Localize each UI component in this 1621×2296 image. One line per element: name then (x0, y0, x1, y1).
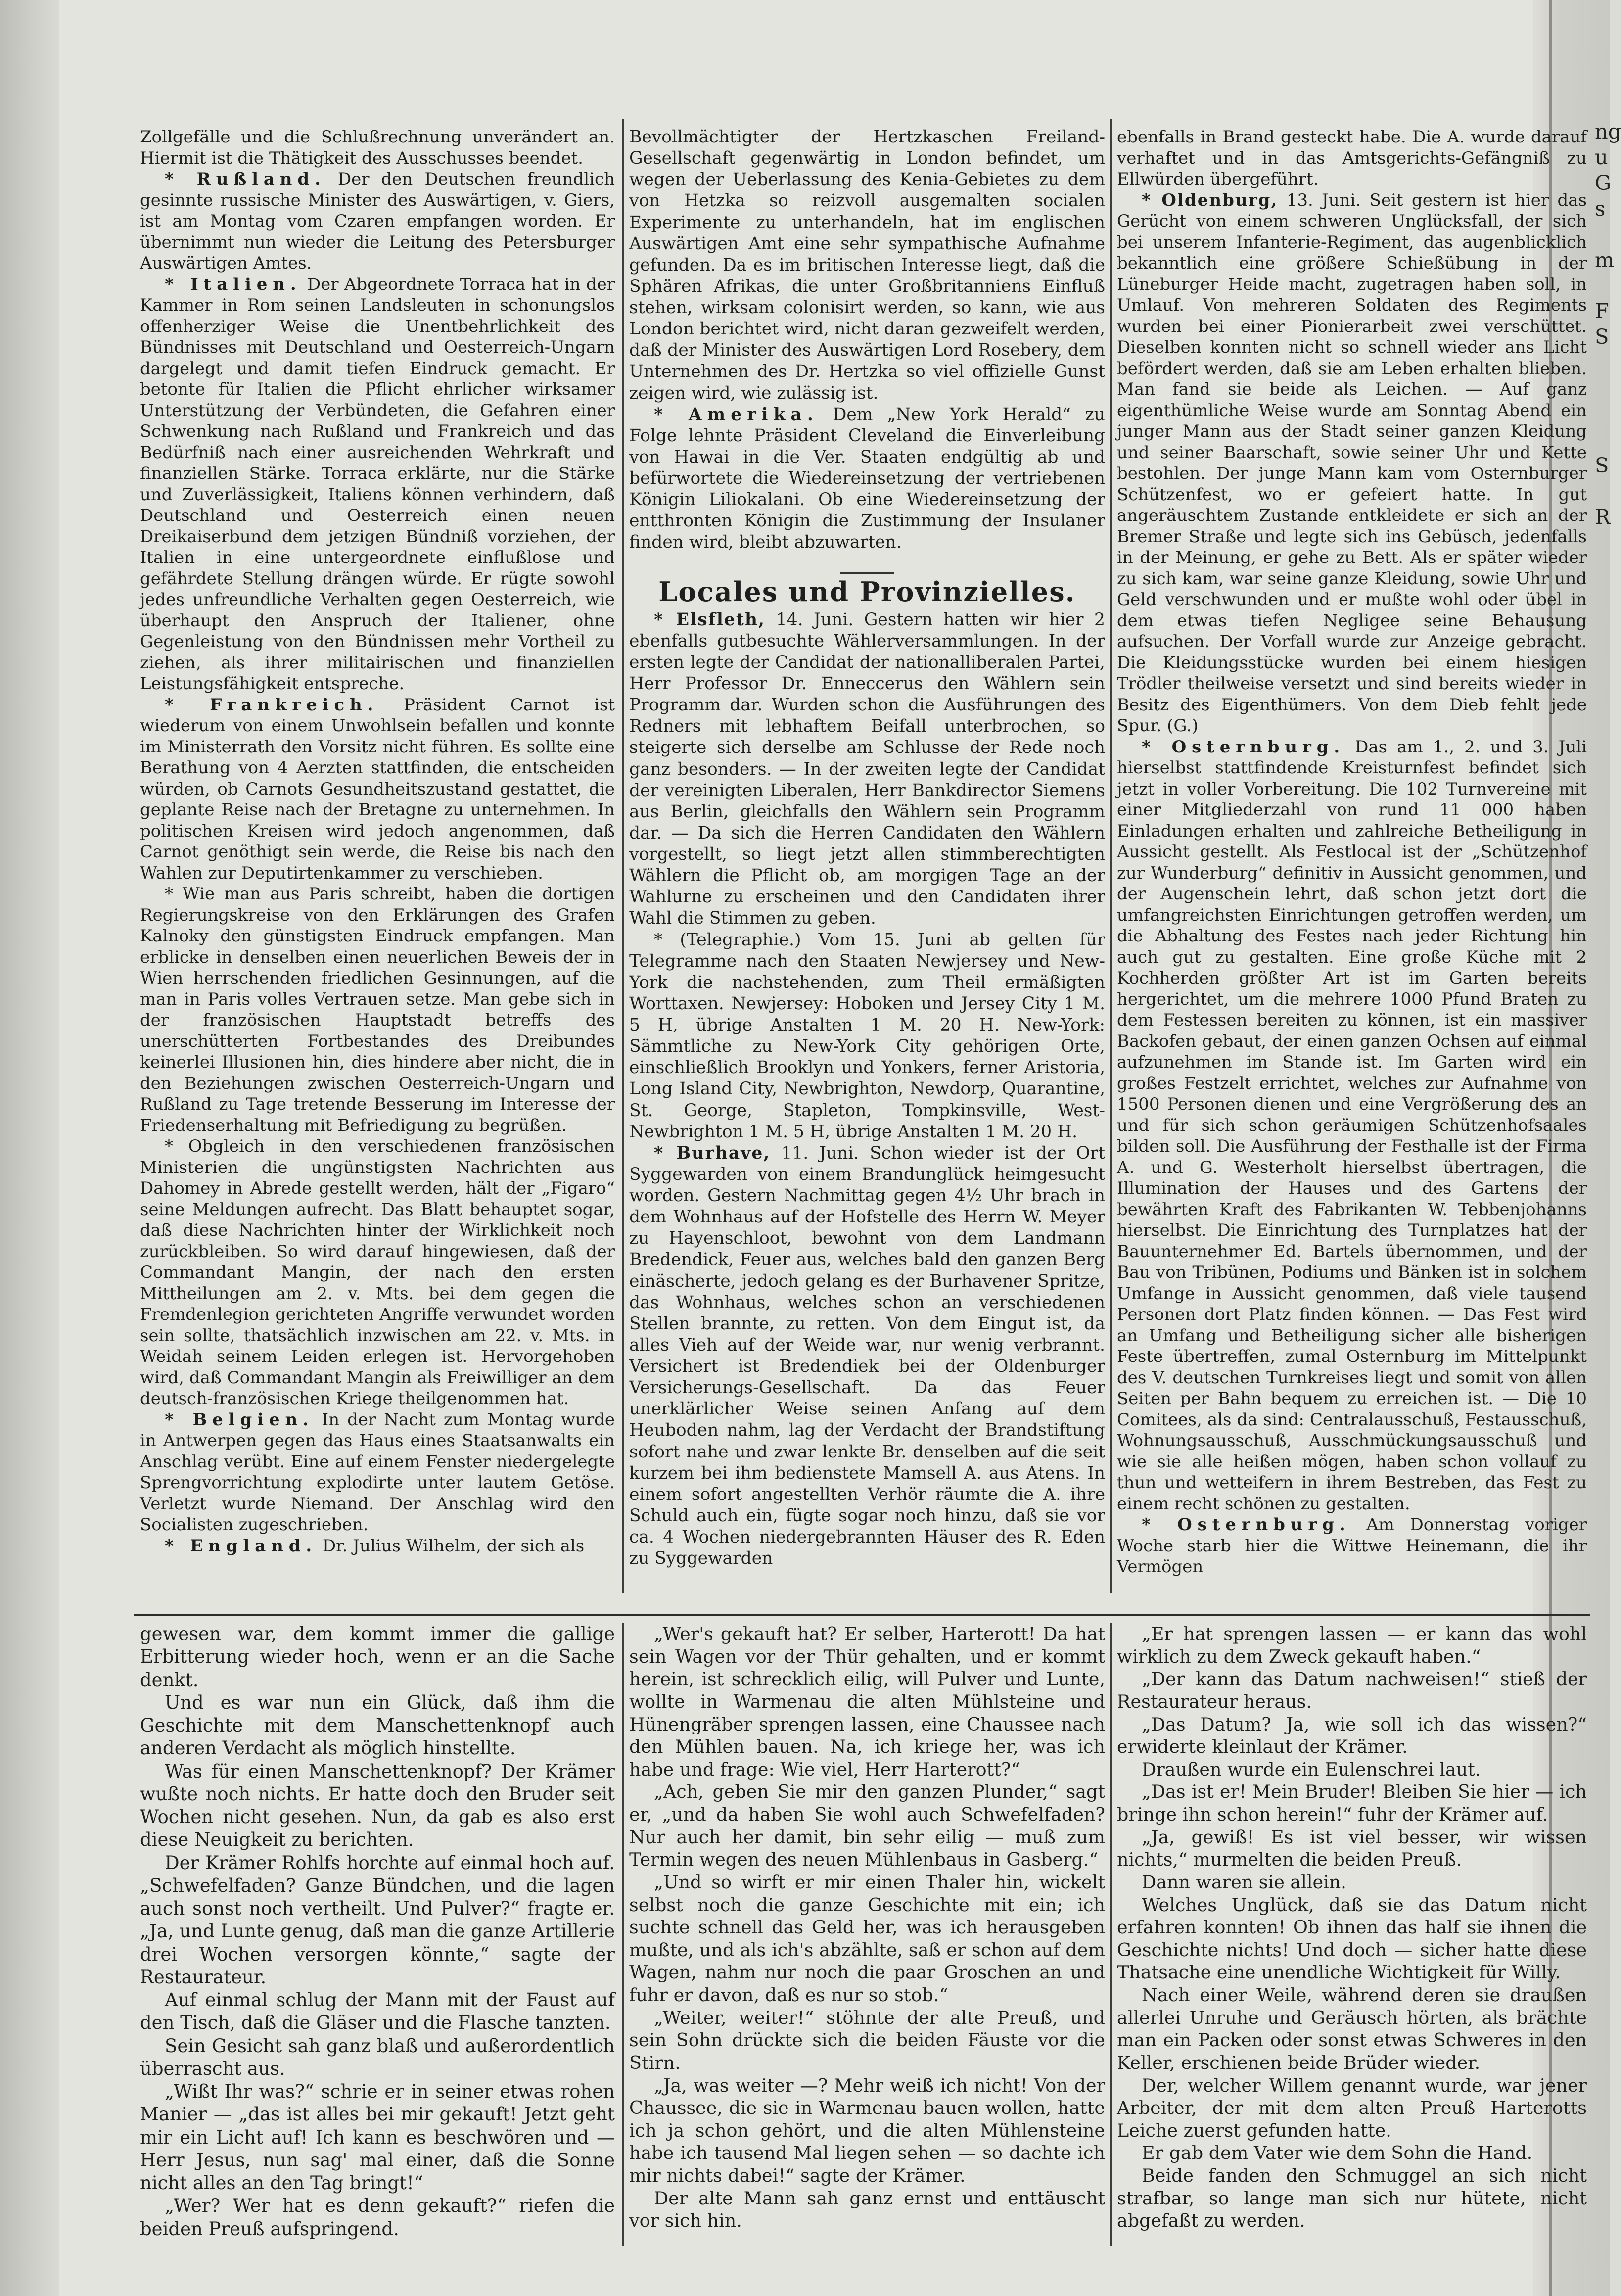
edge-fragment (1595, 375, 1610, 401)
edge-fragment (1595, 530, 1610, 556)
edge-fragment: S (1595, 325, 1609, 349)
edge-fragment: s (1595, 196, 1606, 221)
article-text: „Das ist er! Mein Bruder! Bleiben Sie hier — ich bringe ihn schon herein!“ fuhr der Krämer auf. (1117, 1781, 1587, 1825)
article-paragraph (629, 930, 1105, 1143)
article-paragraph (140, 127, 615, 169)
article-paragraph (140, 1136, 615, 1409)
article-dateline: * Italien. (165, 274, 302, 294)
article-paragraph (140, 1760, 615, 1852)
article-paragraph (140, 169, 615, 274)
article-text: Nach einer Weile, während deren sie draußen allerlei Unruhe und Geräusch hörten, als brächte man ein Packen oder sonst etwas Schweres in den Keller, erschienen beide Brüder wieder. (1117, 1984, 1587, 2073)
article-paragraph (140, 274, 615, 695)
article-text: Draußen wurde ein Eulenschrei laut. (1142, 1758, 1481, 1780)
article-paragraph (629, 127, 1105, 404)
article-paragraph (629, 1143, 1105, 1570)
article-text: Der Abgeordnete Torraca hat in der Kammer in Rom seinen Landsleuten in schonungslos offenherziger Weise die Unentbehrlichkeit des Bündnisses mit Deutschland und Oesterreich-Ungarn dargelegt und damit tiefen Eindruck gemacht. Er betonte für Italien die Pflicht ehrlicher wirksamer Unterstützung der Verbündeten, die Gefahren einer Schwenkung nach Rußland und Frankreich und das Bedürfniß nach einer ausreichenden Wehrkraft und finanziellen Stärke. Torraca erklärte, nur die Stärke und Zuverlässigkeit, Italiens können verhindern, daß Deutschland und Oesterreich einen neuen Dreikaiserbund dem jetzigen Bündniß vorziehen, der Italien in eine untergeordnete einflußlose und gefährdete Stellung drängen würde. Er rügte sowohl jedes unfreundliche Verhalten gegen Oesterreich, wie überhaupt den Anspruch der Italiener, ohne Gegenleistung von den Bündnissen mehr Vortheil zu ziehen, als ihrer militairischen und finanziellen Leistungsfähigkeit entspreche. (140, 274, 615, 694)
edge-fragment (1595, 401, 1610, 427)
edge-fragment (1595, 478, 1610, 504)
article-text: „Ja, gewiß! Es ist viel besser, wir wissen nichts,“ murmelten die beiden Preuß. (1117, 1826, 1587, 1871)
article-paragraph (1117, 2074, 1587, 2142)
edge-fragment (1595, 273, 1610, 298)
article-text: „Weiter, weiter!“ stöhnte der alte Preuß, und sein Sohn drückte sich die beiden Fäuste vor die Stirn. (629, 2007, 1105, 2073)
article-text: 11. Juni. Schon wieder ist der Ort Syggewarden von einem Brandunglück heimgesucht worden. Gestern Nachmittag gegen 4½ Uhr brach in dem Wohnhaus auf der Hofstelle des Herrn W. Meyer zu Hayenschloot, bewohnt von dem Landmann Bredendick, Feuer aus, welches bald den ganzen Berg einäscherte, jedoch gelang es der Burhavener Spritze, das Wohnhaus, welches schon an verschiedenen Stellen brannte, zu retten. Von dem Eingut ist, da alles Vieh auf der Weide war, nur wenig verbrannt. Versichert ist Bredendiek bei der Oldenburger Versicherungs-Gesellschaft. Da das Feuer unerklärlicher Weise seinen Anfang auf dem Heuboden nahm, lag der Verdacht der Brandstiftung sofort nahe und zwar lenkte Br. denselben auf die seit kurzem bei ihm bedienstete Mamsell A. aus Atens. In einem sofort angestellten Verhör räumte die A. ihre Schuld auch ein, fügte sogar noch hinzu, daß sie vor ca. 4 Wochen niedergebrannten Häuser des R. Eden zu Syggewarden (629, 1143, 1106, 1569)
article-paragraph (1117, 1713, 1587, 1758)
article-dateline: * Amerika. (654, 404, 819, 424)
article-text: „Er hat sprengen lassen — er kann das wohl wirklich zu dem Zweck gekauft haben.“ (1117, 1623, 1587, 1667)
edge-fragment: G (1595, 170, 1612, 195)
article-paragraph (140, 2035, 615, 2081)
article-text: „Wer? Wer hat es denn gekauft?“ riefen die beiden Preuß aufspringend. (140, 2195, 615, 2240)
article-text: „Ach, geben Sie mir den ganzen Plunder,“ sagt er, „und da haben Sie wohl auch Schwefelfaden? Nur auch her damit, bin sehr eilig — muß zum Termin wegen des neuen Mühlenbaus in Gasberg.“ (629, 1781, 1105, 1871)
article-text: „Wißt Ihr was?“ schrie er in seiner etwas rohen Manier — „das ist alles bei mir gekauft! Jetzt geht mir ein Licht auf! Ich kann es beschwören und — Herr Jesus, nun sag' mal einer, daß die Sonne nicht alles an den Tag bringt!“ (140, 2081, 615, 2194)
article-paragraph (140, 884, 615, 1136)
article-dateline: * England. (165, 1536, 318, 1556)
article-text: In der Nacht zum Montag wurde in Antwerpen gegen das Haus eines Staatsanwalts ein Anschlag verübt. Eine auf einem Fenster niedergelegte Sprengvorrichtung explodirte unter lautem Getöse. Verletzt wurde Niemand. Der Anschlag wird den Socialisten zugeschrieben. (140, 1409, 615, 1535)
article-text: Präsident Carnot ist wiederum von einem Unwohlsein befallen und konnte im Ministerrath den Vorsitz nicht führen. Es sollte eine Berathung von 4 Aerzten stattfinden, die entscheiden würden, ob Carnots Gesundheitszustand gestattet, die geplante Reise nach der Bretagne zu unternehmen. In politischen Kreisen wird jedoch angenommen, daß Carnot genöthigt sein werde, die Reise bis nach den Wahlen zur Deputirtenkammer zu verschieben. (140, 695, 615, 883)
article-text: Der, welcher Willem genannt wurde, war jener Arbeiter, der mit dem alten Preuß Harterotts Leiche zuerst gefunden hatte. (1117, 2074, 1587, 2141)
article-paragraph (1117, 737, 1587, 1515)
edge-fragment (1595, 555, 1610, 581)
article-paragraph (1117, 1758, 1587, 1781)
edge-fragment (1595, 607, 1610, 632)
article-text: * Wie man aus Paris schreibt, haben die dortigen Regierungskreise von den Erklärungen des Grafen Kalnoky den günstigsten Eindruck empfangen. Man erblicke in denselben einen neuerlichen Beweis der in Wien herrschenden friedlichen Gesinnungen, auf die man in Paris volles Vertrauen setze. Man gebe sich in der französischen Hauptstadt betreffs des unerschütterten Fortbestandes des Dreibundes keinerlei Illusionen hin, dies hindere aber nicht, die in den Beziehungen zwischen Oesterreich-Ungarn und Rußland zu Tage tretende Besserung im Interesse der Friedenserhaltung mit Befriedigung zu begrüßen. (140, 884, 615, 1135)
feuilleton-column-2 (629, 1623, 1105, 2232)
article-text: Der alte Mann sah ganz ernst und enttäuscht vor sich hin. (629, 2187, 1105, 2232)
column-divider (622, 1623, 624, 2246)
article-text: Am Donnerstag voriger Woche starb hier die Wittwe Heinemann, die ihr Vermögen (1117, 1515, 1587, 1577)
article-text: Auf einmal schlug der Mann mit der Faust auf den Tisch, daß die Gläser und die Flasche tanzten. (140, 1989, 615, 2034)
article-text: Und es war nun ein Glück, daß ihm die Geschichte mit dem Manschettenknopf auch anderen Verdacht als möglich hinstellte. (140, 1691, 615, 1759)
article-text: Welches Unglück, daß sie das Datum nicht erfahren konnten! Ob ihnen das half sie ihnen die Geschichte nichts! Und doch — sicher hatte diese Thatsache eine unendliche Wichtigkeit für Willy. (1117, 1894, 1587, 1983)
edge-fragment (1595, 632, 1610, 658)
column-divider (1110, 119, 1112, 1593)
article-text: Dem „New York Herald“ zu Folge lehnte Präsident Cleveland die Einverleibung von Hawai in die Ver. Staaten endgültig ab und befürwortete die Wiedereinsetzung der vertriebenen Königin Liliokalani. Ob eine Wiedereinsetzung der entthronten Königin die Zustimmung der Insulaner finden wird, bleibt abzuwarten. (629, 404, 1106, 553)
article-text: Er gab dem Vater wie dem Sohn die Hand. (1142, 2142, 1533, 2164)
article-paragraph (1117, 1668, 1587, 1713)
article-text: „Ja, was weiter —? Mehr weiß ich nicht! Von der Chaussee, die sie in Warmenau bauen wollen, hatte ich ja schon gehört, und die alten Mühlensteine habe ich tausend Mal liegen sehen — so dachte ich mir nichts dabei!“ sagte der Krämer. (629, 2074, 1105, 2186)
article-text: Der den Deutschen freundlich gesinnte russische Minister des Auswärtigen, v. Giers, ist am Montag vom Czaren empfangen worden. Er übernimmt nun wieder die Leitung des Petersburger Auswärtigen Amtes. (140, 169, 615, 273)
article-text: Der Krämer Rohlfs horchte auf einmal hoch auf. „Schwefelfaden? Ganze Bündchen, und die lagen auch sonst noch vertheilt. Und Pulver?“ fragte er. „Ja, und Lunte genug, daß man die ganze Artillerie drei Wochen versorgen könnte,“ sagte der Restaurateur. (140, 1852, 615, 1988)
article-paragraph (629, 404, 1105, 554)
feuilleton-column-1 (140, 1623, 615, 2241)
article-paragraph (629, 2187, 1105, 2232)
article-text: Bevollmächtigter der Hertzkaschen Freiland-Gesellschaft gegenwärtig in London befindet, um wegen der Ueberlassung des Kenia-Gebietes zu dem von Hetzka so reizvoll ausgemalten socialen Experimente zu unterhandeln, hat im englischen Auswärtigen Amt eine sehr sympathische Aufnahme gefunden. Da es im britischen Interesse liegt, daß die Sphären Afrikas, die unter Großbritanniens Einfluß stehen, wirksam colonisirt werden, so kann, wie aus London berichtet wird, nicht daran gezweifelt werden, daß der Minister des Auswärtigen Lord Rosebery, dem Unternehmen des Dr. Hertzka so viel offizielle Gunst zeigen wird, wie zulässig ist. (629, 127, 1105, 403)
article-paragraph (1117, 2164, 1587, 2232)
article-text: „Das Datum? Ja, wie soll ich das wissen?“ erwiderte kleinlaut der Krämer. (1117, 1713, 1587, 1758)
article-dateline: * Osternburg. (1142, 737, 1345, 757)
edge-fragment: u (1595, 144, 1608, 169)
column-divider (1110, 1623, 1112, 2246)
article-paragraph (1117, 1781, 1587, 1826)
article-paragraph (1117, 127, 1587, 190)
edge-fragment: R (1595, 504, 1611, 529)
article-paragraph (140, 1623, 615, 1691)
edge-fragment (1595, 427, 1610, 453)
edge-fragment (1595, 350, 1610, 375)
binding-gutter (0, 0, 59, 2296)
article-paragraph (629, 2074, 1105, 2187)
article-text: * Obgleich in den verschiedenen französischen Ministerien die ungünstigsten Nachrichten aus Dahomey in Abrede gestellt werden, hält der „Figaro“ seine Meldungen aufrecht. Das Blatt behauptet sogar, daß diese Nachrichten hinter der Wirklichkeit noch zurückbleiben. So wird darauf hingewiesen, daß der Commandant Mangin, der nach den ersten Mittheilungen am 2. v. Mts. bei dem gegen die Fremdenlegion gerichteten Angriffe verwundet worden sein sollte, thatsächlich inzwischen am 22. v. Mts. in Weidah seinem Leiden erlegen ist. Hervorgehoben wird, daß Commandant Mangin als Freiwilliger an dem deutsch-französischen Kriege theilgenommen hat. (140, 1136, 615, 1408)
article-text: Das am 1., 2. und 3. Juli hierselbst stattfindende Kreisturnfest befindet sich jetzt in voller Vorbereitung. Die 102 Turnvereine mit einer Mitgliederzahl von rund 11 000 haben Einladungen erhalten und zahlreiche Betheiligung in Aussicht gestellt. Als Festlocal ist der „Schützenhof zur Wunderburg“ definitiv in Aussicht genommen, und der Augenschein lehrt, daß schon jetzt dort die umfangreichsten Einrichtungen getroffen werden, um die Abhaltung des Festes nach jeder Richtung hin auch gut zu gestalten. Eine große Küche mit 2 Kochherden größter Art ist im Garten bereits hergerichtet, um die mehrere 1000 Pfund Braten zu dem Festessen bereiten zu können, ist ein massiver Backofen gebaut, der einen ganzen Ochsen auf einmal aufzunehmen im Stande ist. Im Garten wird ein großes Festzelt errichtet, welches zur Aufnahme von 1500 Personen dienen und eine Vergrößerung des an und für sich schon geräumigen Schützenhofsaales bilden soll. Die Ausführung der Festhalle ist der Firma A. und G. Westerholt hierselbst übertragen, die Illumination der Hauses und des Gartens der bewährten Kraft des Fabrikanten W. Tebbenjohanns hierselbst. Die Einrichtung des Turnplatzes hat der Bauunternehmer Ed. Bartels übernommen, und der Bau von Tribünen, Podiums und Bänken ist in solchem Umfange in Aussicht genommen, daß viele tausend Personen dort Platz finden können. — Das Fest wird an Umfang und Betheiligung sicher alle bisherigen Feste übertreffen, zumal Osternburg im Mittelpunkt des V. deutschen Turnkreises liegt und somit von allen Seiten per Bahn bequem zu erreichen ist. — Die 10 Comitees, als da sind: Centralausschuß, Festausschuß, Wohnungsausschuß, Ausschmückungsausschuß und wie sie alle heißen mögen, haben schon vollauf zu thun und wetteifern in ihrem Bestreben, das Fest zu einem recht schönen zu gestalten. (1117, 737, 1587, 1514)
article-text: 13. Juni. Seit gestern ist hier das Gerücht von einem schweren Unglücksfall, der sich bei unserem Infanterie-Regiment, das augenblicklich bekanntlich eine größere Schießübung in der Lüneburger Heide macht, zugetragen haben soll, in Umlauf. Von mehreren Soldaten des Regiments wurden bei einer Pionierarbeit zwei verschüttet. Dieselben konnten nicht so schnell wieder ans Licht befördert werden, daß sie am Leben erhalten blieben. Man fand sie beide als Leichen. — Auf ganz eigenthümliche Weise wurde am Sonntag Abend ein junger Mann aus der Stadt seiner ganzen Kleidung und seiner Baarschaft, sowie seiner Uhr und Kette bestohlen. Der junge Mann kam vom Osternburger Schützenfest, wo er gefeiert hatte. In gut angeräuschtem Zustande entkleidete er sich an der Bremer Straße und legte sich ins Gebüsch, jedenfalls in der Meinung, er gehe zu Bett. Als er später wieder zu sich kam, war seine ganze Kleidung, sowie Uhr und Geld verschwunden und er mußte wohl oder übel in dem etwas tiefen Negligee seine Behausung aufsuchen. Der Vorfall wurde zur Anzeige gebracht. Die Kleidungsstücke wurden bei einem hiesigen Trödler theilweise versetzt und sind bereits wieder in Besitz des Eigenthümers. Von dem Dieb fehlt jede Spur. (G.) (1117, 190, 1587, 736)
article-paragraph (629, 2007, 1105, 2074)
edge-fragment (1595, 222, 1610, 247)
section-rule (840, 572, 894, 574)
article-text: Dann waren sie allein. (1142, 1871, 1346, 1893)
column-divider (622, 119, 624, 1593)
article-paragraph (1117, 190, 1587, 737)
article-paragraph (140, 1691, 615, 1760)
article-text: 14. Juni. Gestern hatten wir hier 2 ebenfalls gutbesuchte Wählerversammlungen. In der ersten legte der Candidat der nationalliberalen Partei, Herr Professor Dr. Enneccerus den Wählern sein Programm dar. Wurden schon die Ausführungen des Redners mit lebhaftem Beifall unterbrochen, so steigerte sich derselbe am Schlusse der Rede noch ganz besonders. — In der zweiten legte der Candidat der vereinigten Liberalen, Herr Bankdirector Siemens aus Berlin, gleichfalls den Wählern sein Programm dar. — Da sich die Herren Candidaten den Wählern vorgestellt, so liegt jetzt allen stimmberechtigten Wählern die Pflicht ob, am morgigen Tage an der Wahlurne zu erscheinen und den Candidaten ihrer Wahl die Stimmen zu geben. (629, 609, 1105, 929)
article-text: Dr. Julius Wilhelm, der sich als (317, 1536, 585, 1556)
article-paragraph (140, 1989, 615, 2035)
news-column-2 (629, 127, 1105, 1569)
edge-fragment: S (1595, 453, 1609, 477)
news-column-1 (140, 127, 615, 1556)
article-text: Zollgefälle und die Schlußrechnung unverändert an. Hiermit ist die Thätigkeit des Ausschusses beendet. (140, 127, 615, 168)
article-text: * (Telegraphie.) Vom 15. Juni ab gelten für Telegramme nach den Staaten Newjersey und New-York die nachstehenden, zum Theil ermäßigten Worttaxen. Newjersey: Hoboken und Jersey City 1 M. 5 H, übrige Anstalten 1 M. 20 H. New-York: Sämmtliche zu New-York City gehörigen Orte, einschließlich Brooklyn und Yonkers, ferner Aristoria, Long Island City, Newbrighton, Newdorp, Quarantine, St. George, Stapleton, Tompkinsville, West-Newbrighton 1 M. 5 H, übrige Anstalten 1 M. 20 H. (629, 930, 1105, 1142)
article-paragraph (1117, 2142, 1587, 2164)
article-text: „Wer's gekauft hat? Er selber, Harterott! Da hat sein Wagen vor der Thür gehalten, und er kommt herein, ist schrecklich eilig, will Pulver und Lunte, wollte in Warmenau die alten Mühlsteine und Hünengräber sprengen lassen, eine Chaussee nach den Mühlen bauen. Na, ich kriege her, was ich habe und frage: Wie viel, Herr Harterott?“ (629, 1623, 1105, 1780)
article-paragraph (1117, 1871, 1587, 1894)
news-column-3 (1117, 127, 1587, 1578)
article-paragraph (140, 2195, 615, 2241)
article-dateline: * Burhave, (654, 1143, 771, 1163)
article-dateline: * Oldenburg, (1142, 190, 1278, 210)
article-text: gewesen war, dem kommt immer die gallige Erbitterung wieder hoch, wenn er an die Sache denkt. (140, 1623, 615, 1690)
article-paragraph (140, 1852, 615, 1989)
section-heading: Locales und Provinzielles. (658, 575, 1076, 608)
article-paragraph (1117, 1984, 1587, 2074)
feuilleton-separator-rule (134, 1614, 1590, 1616)
article-paragraph (629, 1871, 1105, 2007)
article-dateline: * Osternburg. (1142, 1515, 1351, 1535)
article-paragraph (1117, 1514, 1587, 1578)
edge-fragment: m (1595, 247, 1615, 272)
edge-fragment (1595, 581, 1610, 607)
article-paragraph (140, 1536, 615, 1557)
article-text: Was für einen Manschettenknopf? Der Krämer wußte noch nichts. Er hatte doch den Bruder seit Wochen nicht gesehen. Nun, da gab es also erst diese Neuigkeit zu berichten. (140, 1760, 615, 1851)
article-dateline: * Belgien. (165, 1409, 314, 1430)
article-dateline: * Elsfleth, (654, 609, 766, 630)
article-paragraph (1117, 1894, 1587, 1984)
article-dateline: * Frankreich. (165, 695, 379, 715)
article-paragraph (629, 1623, 1105, 1781)
article-text: „Und so wirft er mir einen Thaler hin, wickelt selbst noch die ganze Geschichte mit ein; ich suchte schnell das Geld her, was ich herausgeben mußte, und als ich's abzählte, saß er schon auf dem Wagen, nahm nur noch die paar Groschen an und fuhr er davon, daß es nur so stob.“ (629, 1871, 1105, 2006)
feuilleton-column-3 (1117, 1623, 1587, 2232)
edge-fragment: F (1595, 299, 1609, 324)
article-paragraph (140, 2080, 615, 2195)
article-paragraph (140, 1409, 615, 1536)
article-text: Sein Gesicht sah ganz blaß und außerordentlich überrascht aus. (140, 2035, 615, 2079)
article-paragraph (1117, 1826, 1587, 1871)
article-text: „Der kann das Datum nachweisen!“ stieß der Restaurateur heraus. (1117, 1668, 1587, 1712)
article-text: ebenfalls in Brand gesteckt habe. Die A. wurde darauf verhaftet und in das Amtsgerichts-Gefängniß zu Ellwürden übergeführt. (1117, 127, 1587, 189)
article-paragraph (1117, 1623, 1587, 1668)
next-page-edge-text (1595, 119, 1621, 658)
article-dateline: * Rußland. (165, 169, 326, 189)
article-paragraph (140, 695, 615, 884)
article-text: Beide fanden den Schmuggel an sich nicht strafbar, so lange man sich nur hütete, nicht abgefaßt zu werden. (1117, 2165, 1587, 2232)
edge-fragment: ng (1595, 119, 1621, 143)
article-paragraph (629, 609, 1105, 930)
article-paragraph (629, 1781, 1105, 1871)
